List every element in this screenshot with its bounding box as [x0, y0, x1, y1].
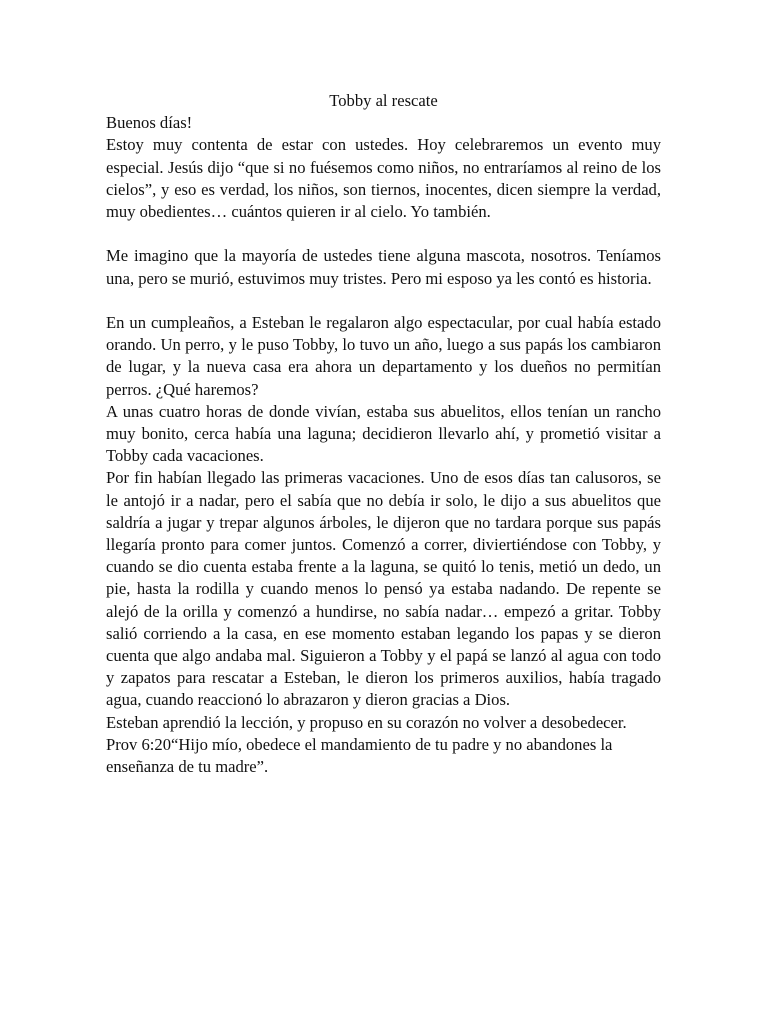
document-title: Tobby al rescate [329, 91, 438, 110]
paragraph-spacer [106, 223, 661, 245]
greeting: Buenos días! [106, 113, 193, 133]
verse-line-1: Prov 6:20“Hijo mío, obedece el mandamiento de tu padre y no abandones la [106, 734, 613, 754]
paragraph-ranch: A unas cuatro horas de donde vivían, estaba sus abuelitos, ellos tenían un rancho muy bonito, cerca había una laguna; decidieron llevarlo ahí, y prometió visitar a Tobby cada vacaciones. [106, 401, 661, 466]
verse-line-2: enseñanza de tu madre”. [106, 757, 269, 777]
paragraph-birthday: En un cumpleaños, a Esteban le regalaron algo espectacular, por cual había estado orando. Un perro, y le puso Tobby, lo tuvo un año, luego a sus papás los cambiaron de lugar, y la nueva casa era ahora un departamento y los dueños no permitían perros. ¿Qué haremos? [106, 313, 661, 399]
paragraph-intro: Estoy muy contenta de estar con ustedes. Hoy celebraremos un evento muy especial. Jesús dijo “que si no fuésemos como niños, no entraríamos al reino de los cielos”, y eso es verdad, los niños, son tiernos, inocentes, dicen siempre la verdad, muy obedientes… cuántos quieren ir al cielo. Yo también. [106, 135, 661, 222]
document-page [106, 90, 661, 778]
paragraph-lesson: Esteban aprendió la lección, y propuso en su corazón no volver a desobedecer. [106, 712, 627, 732]
paragraph-rescue: Por fin habían llegado las primeras vacaciones. Uno de esos días tan calusoros, se le antojó ir a nadar, pero el sabía que no debía ir solo, le dijo a sus abuelitos que saldría a jugar y trepar algunos árboles, le dijeron que no tardara porque sus papás llegaría pronto para comer juntos. Comenzó a correr, diviertiéndose con Tobby, y cuando se dio cuenta estaba frente a la laguna, se quitó lo tenis, metió un dedo, un pie, hasta la rodilla y cuando menos lo pensó ya estaba nadando. De repente se alejó de la orilla y comenzó a hundirse, no sabía nadar… empezó a gritar. Tobby salió corriendo a la casa, en ese momento estaban legando los papas y se dieron cuenta que algo andaba mal. Siguieron a Tobby y el papá se lanzó al agua con todo y zapatos para rescatar a Esteban, le dieron los primeros auxilios, había tragado agua, cuando reaccionó lo abrazaron y dieron gracias a Dios. [106, 468, 661, 710]
paragraph-pets: Me imagino que la mayoría de ustedes tiene alguna mascota, nosotros. Teníamos una, pero se murió, estuvimos muy tristes. Pero mi esposo ya les contó es historia. [106, 246, 661, 288]
paragraph-spacer [106, 290, 661, 312]
